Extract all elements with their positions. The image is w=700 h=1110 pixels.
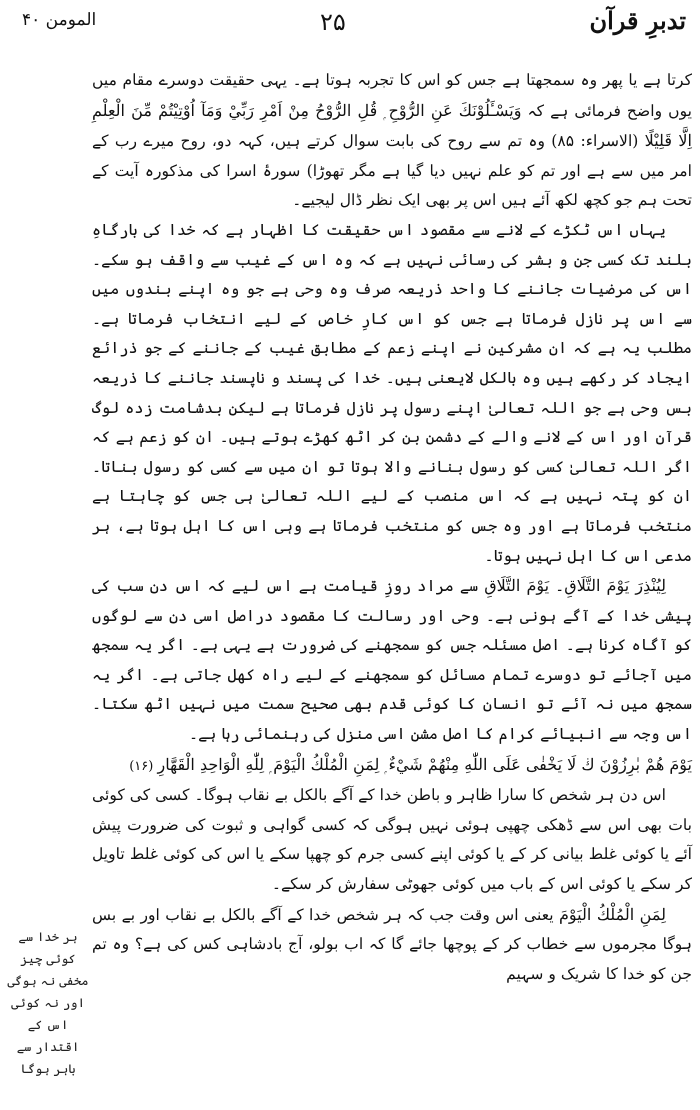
quran-text: لِمَنِ الْمُلْكُ الْيَوْمَ: [558, 904, 666, 924]
commentary-text: [92, 66, 692, 989]
urdu-text: ۔: [549, 577, 565, 596]
page-number: ۲۵: [320, 8, 346, 36]
paragraph: [92, 900, 692, 990]
urdu-text: کرتا ہے یا پھر وہ سمجھتا ہے جس کو اس کا تجربہ ہوتا ہے۔ یہی حقیقت دوسرے مقام میں یوں واضح فرمائی ہے کہ: [92, 71, 692, 120]
verse-paragraph: [92, 750, 692, 782]
quran-text: لِيُنْذِرَ يَوْمَ التَّلَاقِ: [564, 576, 666, 596]
paragraph: [92, 66, 692, 216]
urdu-text: یعنی اس وقت جب کہ ہر شخص خدا کے آگے بالکل بے نقاب اور بے بس ہوگا مجرموں سے خطاب کر کے پوچھا جائے گا کہ اب بولو، آج بادشاہی کس کی ہے؟ وہ تم جن کو خدا کا شریک و سہیم: [92, 905, 692, 983]
paragraph: [92, 781, 692, 899]
urdu-text: (الاسراء: ۸۵) وہ تم سے روح کی بابت سوال کرتے ہیں، کہہ دو، روح میرے رب کے امر میں سے ہے اور تم کو علم نہیں دیا گیا ہے مگر تھوڑا) سورۂ اسرا کی مذکورہ آیت کے تحت ہم جو کچھ لکھ آئے ہیں اس پر بھی ایک نظر ڈال لیجیے۔: [92, 132, 692, 210]
urdu-text: اس دن ہر شخص کا سارا ظاہر و باطن خدا کے آگے بالکل بے نقاب ہوگا۔ کسی کی کوئی بات بھی اس سے ڈھکی چھپی ہوئی نہیں ہوگی کہ کسی گواہی و ثبوت کی ضرورت پیش آئے یا کوئی غلط بیانی کر کے یا کوئی اپنے کسی جرم کو چھپا سکے یا اس کی کوئی غلط تاویل کر سکے یا کوئی اس کے باب میں کوئی جھوٹی سفارش کر سکے۔: [92, 786, 692, 894]
urdu-text: سے مراد روزِ قیامت ہے اس لیے کہ اس دن سب کی پیشی خدا کے آگے ہونی ہے۔ وحی اور رسالت کا مقصود دراصل اسی دن سے لوگوں کو آگاہ کرنا ہے۔ اصل مسئلہ جس کو سمجھنے کی ضرورت ہے یہی ہے۔ اگر یہ سمجھ میں آجائے تو دوسرے تمام مسائل کو سمجھنے کے لیے راہ کھل جاتی ہے۔ اگر یہ سمجھ میں نہ آئے تو انسان کا کوئی قدم بھی صحیح سمت میں نہیں اٹھ سکتا۔ اس وجہ سے انبیائے کرام کا اصل مشن اسی منزل کی رہنمائی رہا ہے۔: [92, 577, 692, 744]
quran-text: وَيَسْـَٔلُوْنَكَ عَنِ الرُّوْحِ ۭ قُلِ الرُّوْحُ مِنْ اَمْرِ رَبِّيْ وَمَآ اُوْتِيْتُمْ مِّنَ الْعِلْمِ اِلَّا قَلِيْلًا: [92, 100, 692, 151]
verse-number: (۱۶): [129, 758, 158, 774]
surah-reference: المومن ۴۰: [22, 10, 97, 30]
page-header: [0, 4, 700, 38]
quran-text: يَوْمَ التَّلَاقِ: [484, 576, 550, 596]
margin-note: ہر خدا سے کوئی چیز مخفی نہ ہوگی اور نہ کوئی اس کے اقتدار سے باہر ہوگا: [7, 929, 89, 1076]
paragraph: [92, 571, 692, 750]
urdu-text: یہاں اس ٹکڑے کے لانے سے مقصود اس حقیقت کا اظہار ہے کہ خدا کی بارگاہِ بلند تک کسی جن و بشر کی رسائی نہیں ہے کہ وہ اس کے غیب سے واقف ہو سکے۔ اس کی مرضیات جاننے کا واحد ذریعہ صرف وہ وحی ہے جو وہ اپنے بندوں میں سے اس پر نازل فرماتا ہے جس کو اس کارِ خاص کے لیے انتخاب فرماتا ہے۔ مطلب یہ ہے کہ ان مشرکین نے اپنے زعم کے مطابق غیب کے جاننے کے جو ذرائع ایجاد کر رکھے ہیں وہ بالکل لایعنی ہیں۔ خدا کی پسند و ناپسند جاننے کا ذریعہ بس وحی ہے جو اللہ تعالیٰ اپنے رسول پر نازل فرماتا ہے لیکن بدشامت زدہ لوگ قرآن اور اس کے لانے والے کے دشمن بن کر اٹھ کھڑے ہوتے ہیں۔ ان کو زعم ہے کہ اگر اللہ تعالیٰ کسی کو رسول بنانے والا ہوتا تو ان میں سے کسی کو رسول بناتا۔ ان کو پتہ نہیں ہے کہ اس منصب کے لیے اللہ تعالیٰ ہی جس کو چاہتا ہے منتخب فرماتا ہے اور وہ جس کو منتخب فرماتا ہے وہی اس کا اہل ہوتا ہے، ہر مدعی اس کا اہل نہیں ہوتا۔: [92, 220, 692, 565]
paragraph: [92, 216, 692, 571]
book-title: تدبرِ قرآن: [589, 6, 686, 35]
quran-text: يَوْمَ هُمْ بٰرِزُوْنَ ڬ لَا يَخْفٰى عَلَى اللّٰهِ مِنْهُمْ شَيْءٌ ۭ لِمَنِ الْمُلْكُ الْيَوْمَ ۭ لِلّٰهِ الْوَاحِدِ الْقَهَّارِ: [157, 754, 692, 774]
